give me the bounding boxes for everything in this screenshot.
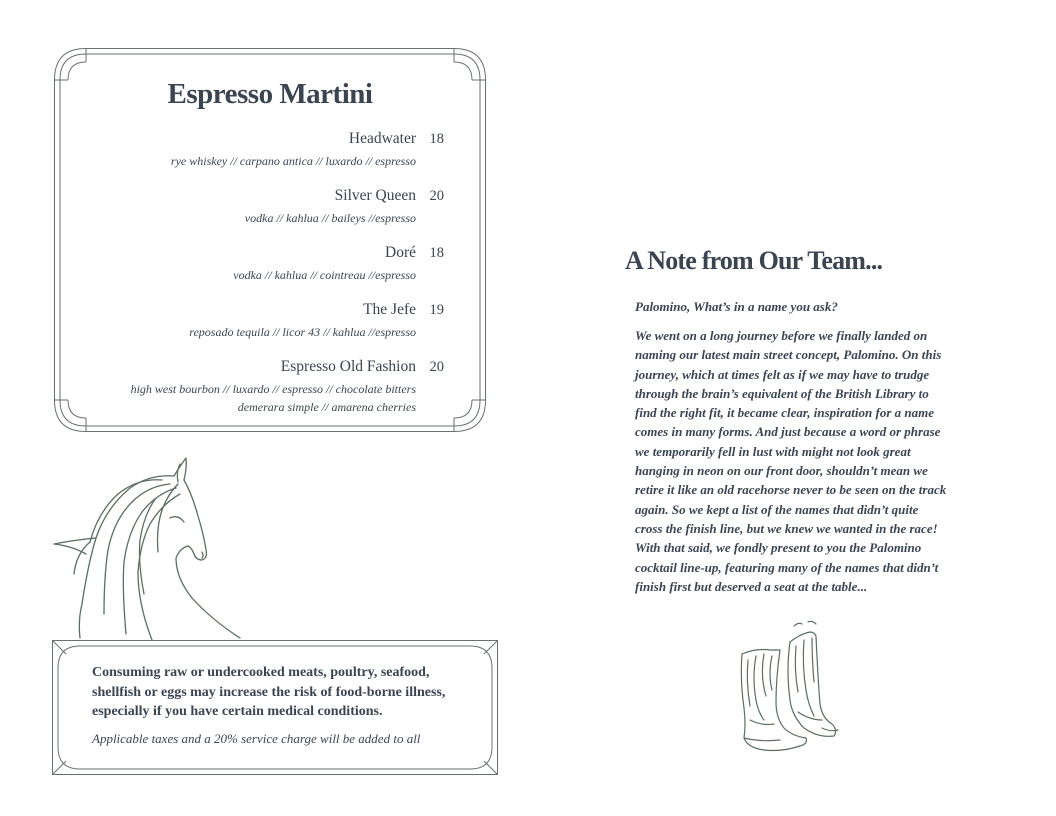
menu-frame [54,48,486,432]
health-notice-box [52,640,498,775]
menu-list [54,130,486,415]
note-line: again. So we kept a list of the names that didn’t quite [635,501,919,517]
menu-item [54,187,486,244]
menu-item [54,358,486,415]
menu-item-price: 19 [429,302,444,318]
menu-item-name: The Jefe [363,301,416,318]
menu-item-description [131,380,416,416]
menu-item [54,301,486,358]
menu-item-description: reposado tequila // licor 43 // kahlua //espresso [189,325,416,339]
menu-item-name: Silver Queen [334,187,416,204]
note-line: hanging in neon on our front door, shouldn’t mean we [635,463,928,479]
menu-title: Espresso Martini [167,78,373,110]
note-line: we temporarily fell in lust with might not look great [635,443,911,459]
note-line: With that said, we fondly present to you the Palomino [635,540,922,556]
menu-item-description-line: demerara simple // amarena cherries [237,400,416,414]
note-line: naming our latest main street concept, Palomino. On this [635,347,942,363]
menu-item-description: vodka // kahlua // cointreau //espresso [233,268,416,282]
menu-item-name: Espresso Old Fashion [280,358,416,375]
menu-item-name: Doré [385,244,416,261]
menu-item-price: 18 [429,131,444,147]
horse-illustration-icon [52,454,252,642]
menu-item-price: 20 [429,188,444,204]
note-line: through the brain’s equivalent of the British Library to [635,385,929,401]
menu-item-description: vodka // kahlua // baileys //espresso [244,211,416,225]
menu-item-description-line: high west bourbon // luxardo // espresso // chocolate bitters [130,382,416,396]
note-line: find the right fit, it became clear, inspiration for a name [635,405,935,421]
note-line: journey, which at times felt as if we may have to trudge [635,366,930,382]
menu-item-name: Headwater [348,130,416,147]
menu-item [54,244,486,301]
note-subtitle: Palomino, What’s in a name you ask? [635,299,838,314]
note-line: retire it like an old racehorse never to be seen on the track [635,482,947,498]
note-line: finish first but deserved a seat at the table... [635,578,868,594]
health-warning-text: Consuming raw or undercooked meats, poultry, seafood, shellfish or eggs may increase the risk of food-borne illness, especially if you have certain medical conditions. [92,665,446,719]
menu-item [54,130,486,187]
menu-item-price: 20 [429,359,444,375]
note-line: We went on a long journey before we finally landed on [635,328,928,343]
note-line: comes in many forms. And just because a word or phrase [635,424,941,440]
note-title: A Note from Our Team... [625,246,883,275]
menu-item-description: rye whiskey // carpano antica // luxardo // espresso [170,154,416,168]
note-body [635,326,971,596]
service-charge-note: Applicable taxes and a 20% service charge will be added to all [92,731,421,746]
note-line: cocktail line-up, featuring many of the names that didn’t [635,559,939,575]
cowboy-boots-icon [734,620,842,756]
menu-item-price: 18 [429,245,444,261]
note-line: cross the finish line, but we knew we wanted in the race! [635,520,938,536]
